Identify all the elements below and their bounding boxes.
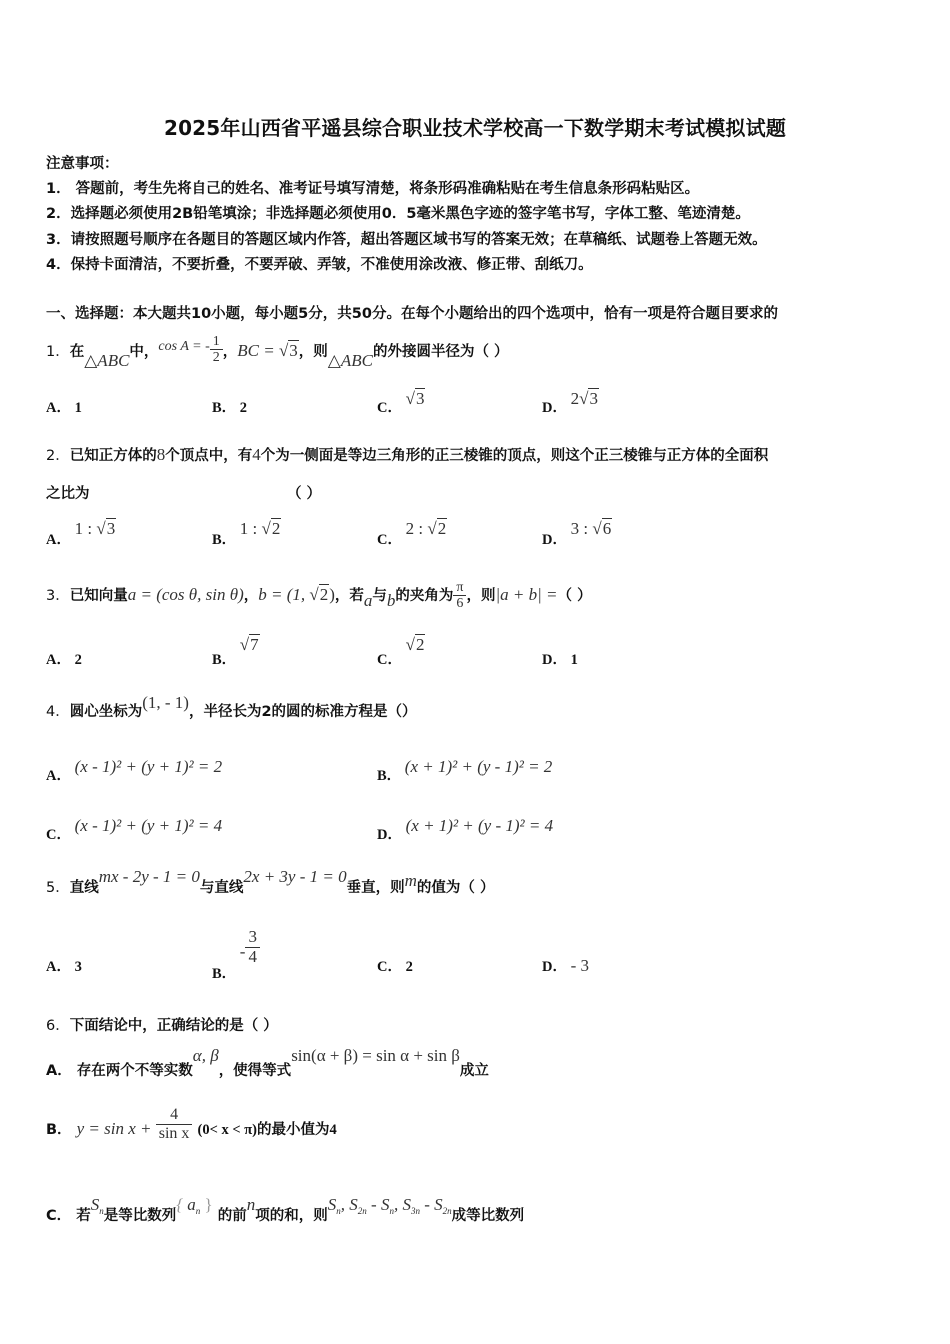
- q2-text-3: 个为一侧面是等边三角形的正三棱锥的顶点，则这个正三棱锥与正方体的全面积: [260, 448, 769, 464]
- q6-option-b[interactable]: B． y = sin x + $\frac{4}{\text{sin x}}$ (0< x < π)的最小值为4: [46, 1106, 337, 1142]
- q6-alpha-beta: α, β: [192, 1046, 219, 1065]
- q2-paren: （ ）: [287, 486, 322, 502]
- q5-option-c[interactable]: C． 2: [377, 959, 413, 975]
- question-3: 3．已知向量a = (cos θ, sin θ)，b = (1, √2)，若a与b的夹角为 $\frac{\pi}{6}$ ，则|a + b| =（ ）: [46, 580, 592, 612]
- q1-option-a[interactable]: A． 1: [46, 400, 82, 416]
- q4-option-c[interactable]: C． (x - 1)² + (y + 1)² = 4: [46, 816, 223, 843]
- q3-abs: |a + b| =: [495, 584, 558, 604]
- q3-text-1: 已知向量: [69, 587, 128, 604]
- q2-text-2: 个顶点中，有: [165, 448, 253, 464]
- notice-item-3: 3．请按照题号顺序在各题目的答题区域内作答，超出答题区域书写的答案无效；在草稿纸、试题卷上答题无效。: [46, 232, 767, 248]
- question-number: 5．: [46, 880, 70, 896]
- q1-option-b[interactable]: B． 2: [212, 400, 248, 416]
- question-number: 2．: [46, 448, 70, 464]
- q1-text-3: ，则: [298, 343, 328, 360]
- notice-item-4: 4．保持卡面清洁，不要折叠，不要弄破、弄皱，不准使用涂改液、修正带、刮纸刀。: [46, 257, 593, 273]
- q4-option-d[interactable]: D． (x + 1)² + (y - 1)² = 4: [377, 816, 554, 843]
- q2-option-b[interactable]: B． 1 : √2: [212, 519, 281, 548]
- q3-option-d[interactable]: D． 1: [542, 652, 578, 668]
- section-heading: 一、选择题：本大题共10小题，每小题5分，共50分。在每个小题给出的四个选项中，恰有一项是符合题目要求的: [46, 306, 778, 322]
- question-1: 1．在△ABC中，cos A = - $\frac{1}{2}$ ，BC = √3，则△ABC的外接圆半径为（ ）: [46, 334, 509, 370]
- question-number: 1．: [46, 343, 70, 360]
- q1-sqrt: √3: [278, 340, 298, 360]
- q5-line-1: mx - 2y - 1 = 0: [98, 867, 200, 886]
- q4-option-a[interactable]: A． (x - 1)² + (y + 1)² = 2: [46, 757, 223, 784]
- q1-bc: BC =: [237, 340, 279, 360]
- q2-option-d[interactable]: D． 3 : √6: [542, 519, 612, 548]
- q1-triangle: △ABC: [84, 350, 130, 370]
- question-5: 5．直线mx - 2y - 1 = 0与直线2x + 3y - 1 = 0垂直，则m的值为（ ）: [46, 867, 495, 896]
- q1-fraction: [210, 334, 223, 366]
- q6-equation: sin(α + β) = sin α + sin β: [291, 1046, 460, 1065]
- q6-option-a[interactable]: A． 存在两个不等实数α, β，使得等式sin(α + β) = sin α + sin β成立: [46, 1046, 489, 1079]
- q3-option-c[interactable]: C． √2: [377, 635, 425, 668]
- page-title: 2025年山西省平遥县综合职业技术学校高一下数学期末考试模拟试题: [163, 116, 787, 140]
- q3-option-a[interactable]: A． 2: [46, 652, 82, 668]
- question-number: 6．: [46, 1018, 70, 1034]
- q1-cosA: cos A = -: [158, 338, 210, 354]
- q1-text-2: 中，: [129, 343, 159, 360]
- q6-option-c[interactable]: C． 若$S_n$是等比数列{ $a_n$ } 的前n项的和，则$S_n$, $S_{2n} - S_n$, $S_{3n} - S_{2n}$成等比数列: [46, 1195, 525, 1224]
- q5-option-d[interactable]: D． - 3: [542, 956, 590, 975]
- q1-option-c[interactable]: C． √3: [377, 389, 425, 416]
- question-number: 4．: [46, 704, 70, 720]
- q5-fraction: $\frac{3}{4}$: [245, 928, 260, 966]
- question-2: [46, 444, 768, 465]
- q1-text-1: 在: [69, 343, 85, 360]
- q1-triangle-2: △ABC: [327, 350, 373, 370]
- denominator: 2: [212, 350, 220, 366]
- q4-option-b[interactable]: B． (x + 1)² + (y - 1)² = 2: [377, 757, 553, 784]
- q3-option-b[interactable]: B． √7: [212, 635, 259, 668]
- q2-eight: 8: [156, 445, 166, 464]
- q1-text-4: 的外接圆半径为（ ）: [372, 343, 509, 360]
- q3-fraction: $\frac{\pi}{6}$: [453, 580, 466, 612]
- q5-line-2: 2x + 3y - 1 = 0: [243, 867, 347, 886]
- q5-option-b[interactable]: B． - $\frac{3}{4}$: [212, 928, 260, 966]
- q5-option-a[interactable]: A． 3: [46, 959, 82, 975]
- q3-vector-a: a = (cos θ, sin θ): [127, 584, 244, 604]
- notice-heading: 注意事项：: [46, 156, 119, 172]
- notice-item-1: 1． 答题前，考生先将自己的姓名、准考证号填写清楚，将条形码准确粘贴在考生信息条形码粘贴区。: [46, 181, 700, 197]
- q2-option-c[interactable]: C． 2 : √2: [377, 519, 447, 548]
- q2-line-2: 之比为: [46, 486, 90, 502]
- q6-fraction: $\frac{4}{\text{sin x}}$: [156, 1106, 193, 1142]
- q2-text-1: 已知正方体的: [69, 448, 157, 464]
- question-number: 3．: [46, 587, 70, 604]
- q1-option-d[interactable]: D． 2√3: [542, 389, 598, 416]
- q2-option-a[interactable]: A． 1 : √3: [46, 519, 116, 548]
- q2-four: 4: [252, 445, 261, 464]
- q3-vector-b: b = (1,: [258, 584, 310, 604]
- q4-center: (1, - 1): [142, 693, 189, 712]
- notice-item-2: 2．选择题必须使用2B铅笔填涂；非选择题必须使用0．5毫米黑色字迹的签字笔书写，字体工整、笔迹清楚。: [46, 206, 750, 222]
- question-4: 4．圆心坐标为(1, - 1)，半径长为2的圆的标准方程是（）: [46, 693, 417, 720]
- numerator: 1: [210, 334, 223, 350]
- question-6: 6．下面结论中，正确结论的是（ ）: [46, 1018, 278, 1034]
